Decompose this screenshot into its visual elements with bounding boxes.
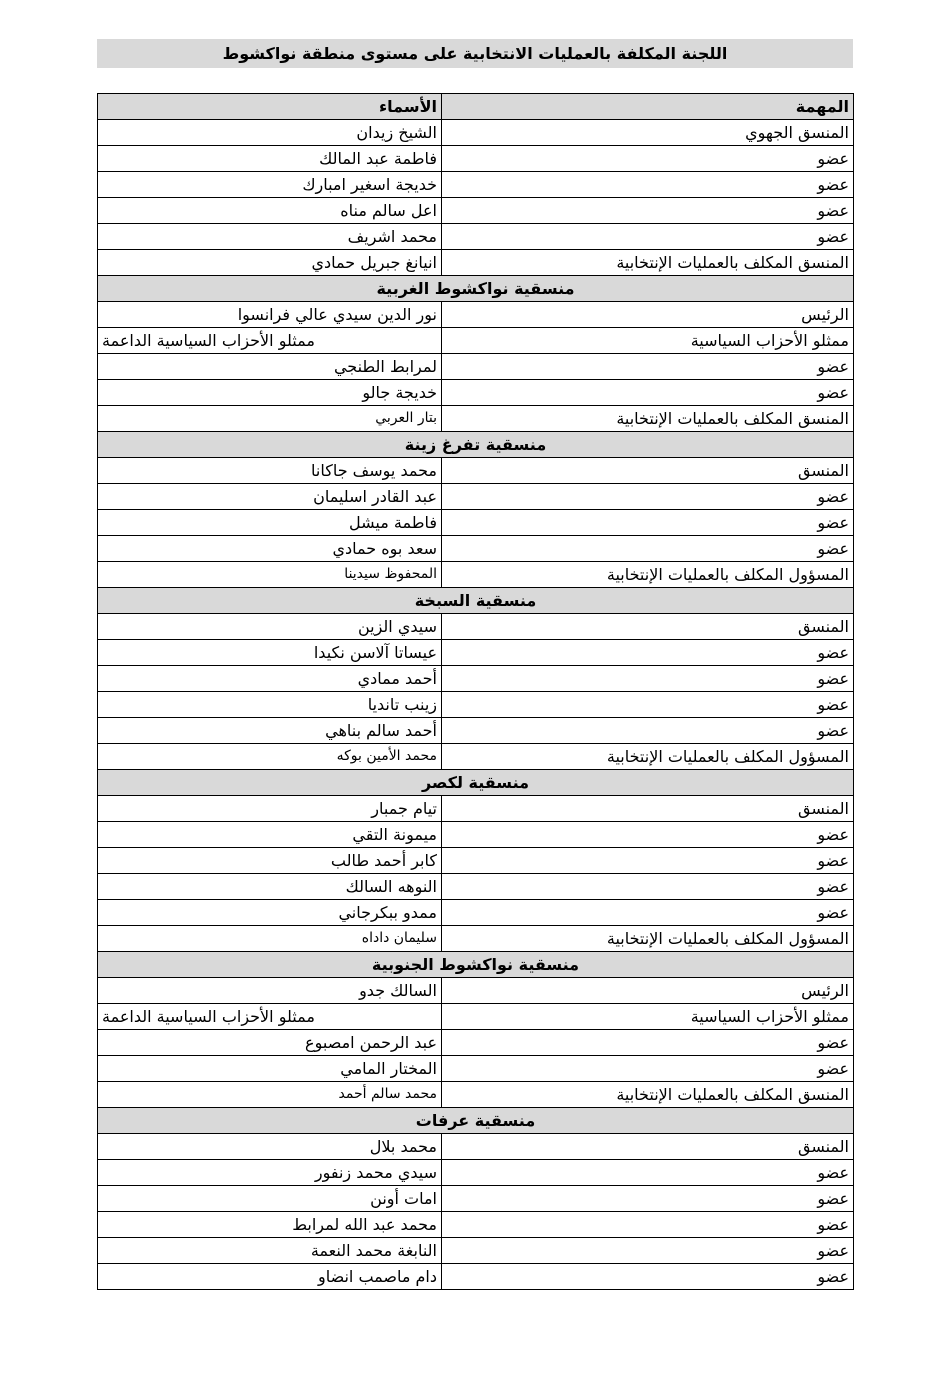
role-cell: عضو <box>442 1238 854 1264</box>
role-cell: ممثلو الأحزاب السياسية <box>442 328 854 354</box>
role-cell: عضو <box>442 692 854 718</box>
table-row <box>98 224 854 250</box>
table-row <box>98 302 854 328</box>
name-cell: انيانغ جبريل حمادي <box>98 250 442 276</box>
section-title: منسقية نواكشوط الجنوبية <box>98 952 854 978</box>
section-row <box>98 952 854 978</box>
section-row <box>98 432 854 458</box>
name-cell: سليمان داداه <box>98 926 442 952</box>
table-row <box>98 1212 854 1238</box>
table-row <box>98 744 854 770</box>
role-cell: المنسق المكلف بالعمليات الإنتخابية <box>442 406 854 432</box>
role-cell: المنسق <box>442 458 854 484</box>
role-cell: عضو <box>442 1160 854 1186</box>
name-cell: ميمونة التقي <box>98 822 442 848</box>
table-header-row <box>98 94 854 120</box>
name-cell: أحمد ممادي <box>98 666 442 692</box>
table-row <box>98 926 854 952</box>
header-names: الأسماء <box>98 94 442 120</box>
role-cell: المنسق الجهوي <box>442 120 854 146</box>
table-row <box>98 172 854 198</box>
role-cell: المنسق <box>442 796 854 822</box>
table-row <box>98 640 854 666</box>
table-row <box>98 1238 854 1264</box>
table-row <box>98 874 854 900</box>
name-cell: لمرابط الطنجي <box>98 354 442 380</box>
name-cell: محمد سالم أحمد <box>98 1082 442 1108</box>
role-cell: المنسق <box>442 614 854 640</box>
name-cell: ممثلو الأحزاب السياسية الداعمة <box>98 328 442 354</box>
table-body <box>98 120 854 1290</box>
name-cell: سيدي الزين <box>98 614 442 640</box>
name-cell: ممدو ببكرجاني <box>98 900 442 926</box>
name-cell: أحمد سالم بناهي <box>98 718 442 744</box>
name-cell: محمد يوسف جاكانا <box>98 458 442 484</box>
section-row <box>98 770 854 796</box>
name-cell: فاطمة عبد المالك <box>98 146 442 172</box>
table-row <box>98 120 854 146</box>
table-row <box>98 406 854 432</box>
table-row <box>98 1004 854 1030</box>
name-cell: سعد بوه حمادي <box>98 536 442 562</box>
role-cell: عضو <box>442 718 854 744</box>
name-cell: محمد عبد الله لمرابط <box>98 1212 442 1238</box>
table-row <box>98 146 854 172</box>
name-cell: اعل سالم مناه <box>98 198 442 224</box>
table-row <box>98 1030 854 1056</box>
section-title: منسقية السبخة <box>98 588 854 614</box>
role-cell: عضو <box>442 380 854 406</box>
role-cell: عضو <box>442 172 854 198</box>
role-cell: عضو <box>442 1264 854 1290</box>
table-row <box>98 796 854 822</box>
name-cell: كابر أحمد طالب <box>98 848 442 874</box>
name-cell: عبد الرحمن امصبوع <box>98 1030 442 1056</box>
table-row <box>98 900 854 926</box>
section-row <box>98 1108 854 1134</box>
name-cell: محمد اشريف <box>98 224 442 250</box>
role-cell: الرئيس <box>442 978 854 1004</box>
name-cell: ممثلو الأحزاب السياسية الداعمة <box>98 1004 442 1030</box>
document-title: اللجنة المكلفة بالعمليات الانتخابية على مستوى منطقة نواكشوط <box>97 39 853 68</box>
table-row <box>98 848 854 874</box>
role-cell: عضو <box>442 1056 854 1082</box>
role-cell: المسؤول المكلف بالعمليات الإنتخابية <box>442 926 854 952</box>
name-cell: محمد بلال <box>98 1134 442 1160</box>
role-cell: عضو <box>442 510 854 536</box>
table-row <box>98 692 854 718</box>
table-row <box>98 562 854 588</box>
role-cell: الرئيس <box>442 302 854 328</box>
name-cell: النابغة محمد النعمة <box>98 1238 442 1264</box>
table-row <box>98 1134 854 1160</box>
name-cell: السالك جدو <box>98 978 442 1004</box>
section-row <box>98 588 854 614</box>
role-cell: عضو <box>442 1212 854 1238</box>
role-cell: عضو <box>442 666 854 692</box>
name-cell: المحفوظ سيدينا <box>98 562 442 588</box>
table-row <box>98 380 854 406</box>
role-cell: المنسق المكلف بالعمليات الإنتخابية <box>442 1082 854 1108</box>
section-title: منسقية نواكشوط الغربية <box>98 276 854 302</box>
name-cell: فاطمة ميشل <box>98 510 442 536</box>
name-cell: دام ماصمب انضاو <box>98 1264 442 1290</box>
name-cell: النوهه السالك <box>98 874 442 900</box>
role-cell: عضو <box>442 354 854 380</box>
name-cell: بتار العربي <box>98 406 442 432</box>
table-row <box>98 458 854 484</box>
role-cell: عضو <box>442 536 854 562</box>
section-row <box>98 276 854 302</box>
name-cell: تيام جمبار <box>98 796 442 822</box>
role-cell: عضو <box>442 900 854 926</box>
table-row <box>98 250 854 276</box>
table-row <box>98 1186 854 1212</box>
role-cell: المنسق المكلف بالعمليات الإنتخابية <box>442 250 854 276</box>
section-title: منسقية لكصر <box>98 770 854 796</box>
table-row <box>98 718 854 744</box>
role-cell: عضو <box>442 484 854 510</box>
role-cell: عضو <box>442 640 854 666</box>
table-row <box>98 354 854 380</box>
role-cell: عضو <box>442 198 854 224</box>
name-cell: الشيخ زيدان <box>98 120 442 146</box>
table-row <box>98 614 854 640</box>
table-row <box>98 536 854 562</box>
table-row <box>98 1056 854 1082</box>
role-cell: المسؤول المكلف بالعمليات الإنتخابية <box>442 744 854 770</box>
name-cell: زينب تانديا <box>98 692 442 718</box>
table-row <box>98 978 854 1004</box>
name-cell: نور الدين سيدي عالي فرانسوا <box>98 302 442 328</box>
table-row <box>98 1082 854 1108</box>
name-cell: محمد الأمين بوكه <box>98 744 442 770</box>
role-cell: ممثلو الأحزاب السياسية <box>442 1004 854 1030</box>
role-cell: عضو <box>442 874 854 900</box>
name-cell: خديجة اسغير امبارك <box>98 172 442 198</box>
role-cell: عضو <box>442 822 854 848</box>
role-cell: عضو <box>442 146 854 172</box>
table-row <box>98 484 854 510</box>
name-cell: امات أونن <box>98 1186 442 1212</box>
name-cell: المختار المامي <box>98 1056 442 1082</box>
table-row <box>98 666 854 692</box>
table-row <box>98 822 854 848</box>
table-row <box>98 328 854 354</box>
role-cell: المسؤول المكلف بالعمليات الإنتخابية <box>442 562 854 588</box>
section-title: منسقية تفرغ زينة <box>98 432 854 458</box>
role-cell: عضو <box>442 224 854 250</box>
table-row <box>98 510 854 536</box>
section-title: منسقية عرفات <box>98 1108 854 1134</box>
committee-table <box>97 93 854 1290</box>
name-cell: سيدي محمد زنفور <box>98 1160 442 1186</box>
name-cell: عبد القادر اسليمان <box>98 484 442 510</box>
role-cell: عضو <box>442 1030 854 1056</box>
role-cell: عضو <box>442 1186 854 1212</box>
table-row <box>98 198 854 224</box>
role-cell: عضو <box>442 848 854 874</box>
header-role: المهمة <box>442 94 854 120</box>
role-cell: المنسق <box>442 1134 854 1160</box>
table-row <box>98 1160 854 1186</box>
name-cell: عيساتا آلاسن نكيدا <box>98 640 442 666</box>
table-row <box>98 1264 854 1290</box>
name-cell: خديجة جالو <box>98 380 442 406</box>
